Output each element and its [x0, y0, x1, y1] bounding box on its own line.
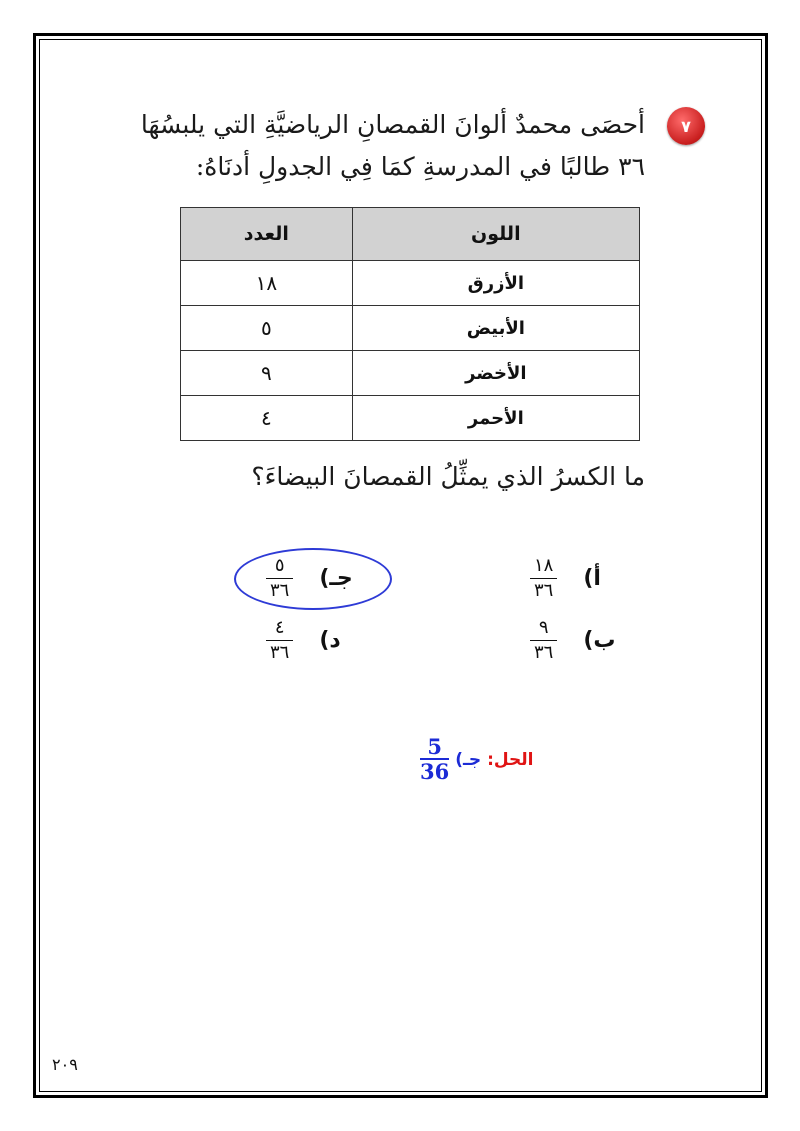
- solution-numerator: 5: [427, 734, 442, 759]
- page-number: ٢٠٩: [52, 1055, 78, 1074]
- table-row: [181, 306, 640, 351]
- solution: [420, 736, 534, 783]
- question-line-2: ٣٦ طالبًا في المدرسةِ كمَا فِي الجدولِ أدنَاهُ:: [195, 152, 645, 181]
- option-d-letter: د): [319, 628, 341, 653]
- fraction-denominator: ٣٦: [266, 578, 293, 601]
- solution-choice: جـ): [455, 749, 482, 770]
- option-b-fraction: [530, 618, 557, 663]
- cell-color: الأخضر: [352, 351, 639, 396]
- shirt-colors-table: [180, 207, 640, 441]
- cell-count: ٩: [181, 351, 353, 396]
- option-a-fraction: [530, 556, 557, 601]
- table-header-row: [181, 208, 640, 261]
- header-count: العدد: [181, 208, 353, 261]
- cell-count: ٥: [181, 306, 353, 351]
- question-number-badge: ٧: [667, 107, 705, 145]
- fraction-numerator: ٥: [274, 555, 285, 576]
- cell-color: الأبيض: [352, 306, 639, 351]
- table-row: [181, 396, 640, 441]
- question-text: [125, 104, 645, 188]
- fraction-numerator: ١٨: [534, 555, 554, 576]
- solution-fraction: [420, 736, 449, 783]
- option-a-letter: أ): [583, 566, 601, 591]
- fraction-numerator: ٤: [274, 617, 285, 638]
- cell-color: الأزرق: [352, 261, 639, 306]
- solution-denominator: 36: [420, 759, 450, 784]
- cell-count: ٤: [181, 396, 353, 441]
- fraction-denominator: ٣٦: [530, 578, 557, 601]
- table-row: [181, 351, 640, 396]
- table-row: [181, 261, 640, 306]
- question-line-1: أحصَى محمدٌ ألوانَ القمصانِ الرياضيَّةِ التي يلبسُهَا: [140, 110, 645, 139]
- header-color: اللون: [352, 208, 639, 261]
- option-a[interactable]: [530, 556, 601, 601]
- option-d-fraction: [266, 618, 293, 663]
- question-prompt: ما الكسرُ الذي يمثِّلُ القمصانَ البيضاءَ؟: [251, 462, 645, 491]
- cell-color: الأحمر: [352, 396, 639, 441]
- page-border-inner: [39, 39, 762, 1092]
- cell-count: ١٨: [181, 261, 353, 306]
- solution-label: الحل:: [487, 749, 534, 770]
- fraction-denominator: ٣٦: [530, 640, 557, 663]
- fraction-denominator: ٣٦: [266, 640, 293, 663]
- option-b[interactable]: [530, 618, 616, 663]
- option-b-letter: ب): [583, 628, 616, 653]
- option-d[interactable]: [266, 618, 341, 663]
- option-c-letter: جـ): [319, 566, 353, 591]
- answer-circle-annotation: [234, 548, 392, 610]
- fraction-numerator: ٩: [538, 617, 549, 638]
